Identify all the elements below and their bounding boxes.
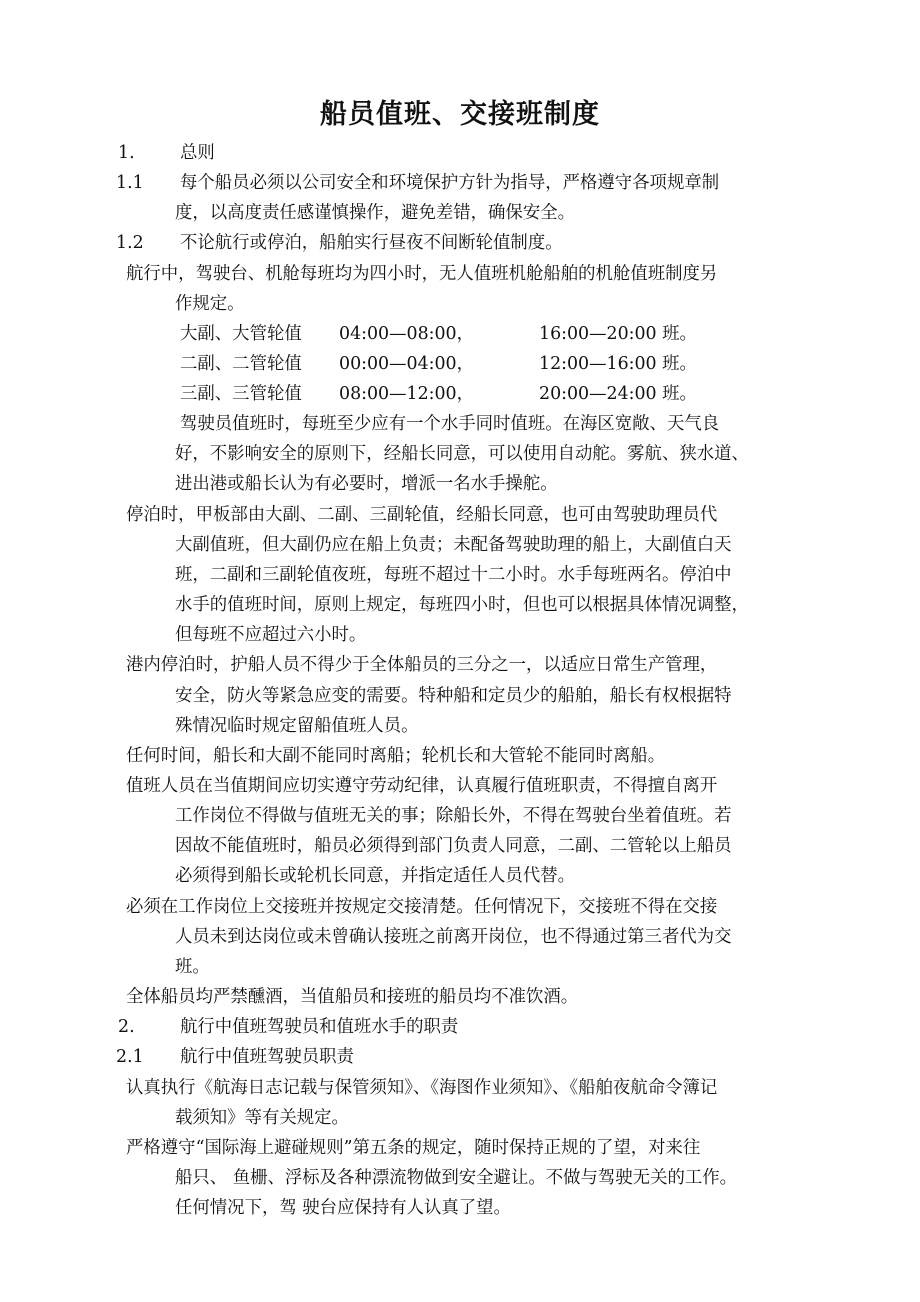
paragraph-line: 人员未到达岗位或未曾确认接班之前离开岗位，也不得通过第三者代为交 [175, 927, 732, 947]
section-heading: 总则 [180, 143, 215, 163]
paragraph-line: 港内停泊时，护船人员不得少于全体船员的三分之一，以适应日常生产管理， [126, 655, 718, 675]
paragraph-line: 停泊时，甲板部由大副、二副、三副轮值，经船长同意，也可由驾驶助理员代 [126, 505, 718, 525]
section-number: 1. [118, 143, 135, 163]
paragraph-line: 因故不能值班时，船员必须得到部门负责人同意，二副、二管轮以上船员 [175, 836, 732, 856]
schedule-rank: 三副、三管轮值 [180, 384, 302, 404]
schedule-shift: 16:00—20:00 班。 [539, 324, 697, 344]
paragraph-line: 大副值班，但大副仍应在船上负责；未配备驾驶助理的船上，大副值白天 [175, 535, 732, 555]
paragraph-line: 每个船员必须以公司安全和环境保护方针为指导，严格遵守各项规章制 [180, 173, 720, 193]
paragraph-line: 全体船员均严禁醺酒，当值船员和接班的船员均不准饮酒。 [126, 987, 579, 1007]
clause-number: 1.2 [116, 233, 144, 253]
paragraph-line: 好，不影响安全的原则下，经船长同意，可以使用自动舵。雾航、狭水道、 [175, 444, 749, 464]
paragraph-line: 航行中，驾驶台、机舱每班均为四小时，无人值班机舱船舶的机舱值班制度另 [126, 264, 718, 284]
section-number: 2. [118, 1017, 135, 1037]
schedule-shift: 20:00—24:00 班。 [539, 384, 697, 404]
paragraph-line: 班。 [175, 957, 210, 977]
paragraph-line: 水手的值班时间，原则上规定，每班四小时，但也可以根据具体情况调整， [175, 595, 749, 615]
paragraph-line: 进出港或船长认为有必要时，增派一名水手操舵。 [175, 474, 558, 494]
paragraph-line: 驾驶员值班时，每班至少应有一个水手同时值班。在海区宽敞、天气良 [180, 414, 720, 434]
clause-heading: 航行中值班驾驶员职责 [180, 1047, 354, 1067]
paragraph-line: 工作岗位不得做与值班无关的事；除船长外，不得在驾驶台坐着值班。若 [175, 806, 732, 826]
clause-number: 2.1 [116, 1047, 144, 1067]
clause-number: 1.1 [116, 173, 144, 193]
paragraph-line: 严格遵守“国际海上避碰规则”第五条的规定，随时保持正规的了望，对来往 [126, 1138, 701, 1158]
section-heading: 航行中值班驾驶员和值班水手的职责 [180, 1017, 459, 1037]
paragraph-line: 任何情况下，驾 驶台应保持有人认真了望。 [175, 1198, 511, 1218]
paragraph-line: 但每班不应超过六小时。 [175, 625, 367, 645]
paragraph-line: 殊情况临时规定留船值班人员。 [175, 716, 419, 736]
document-title: 船员值班、交接班制度 [320, 99, 600, 130]
schedule-rank: 二副、二管轮值 [180, 354, 302, 374]
paragraph-line: 班，二副和三副轮值夜班，每班不超过十二小时。水手每班两名。停泊中 [175, 565, 732, 585]
schedule-shift: 00:00—04:00， [339, 354, 475, 374]
paragraph-line: 作规定。 [175, 294, 245, 314]
schedule-shift: 12:00—16:00 班。 [539, 354, 697, 374]
schedule-shift: 04:00—08:00， [339, 324, 475, 344]
paragraph-line: 不论航行或停泊，船舶实行昼夜不间断轮值制度。 [180, 233, 563, 253]
schedule-shift: 08:00—12:00， [339, 384, 475, 404]
paragraph-line: 载须知》等有关规定。 [175, 1108, 349, 1128]
paragraph-line: 安全，防火等紧急应变的需要。特种船和定员少的船舶，船长有权根据特 [175, 686, 732, 706]
paragraph-line: 必须在工作岗位上交接班并按规定交接清楚。任何情况下，交接班不得在交接 [126, 897, 718, 917]
paragraph-line: 必须得到船长或轮机长同意，并指定适任人员代替。 [175, 866, 575, 886]
paragraph-line: 任何时间，船长和大副不能同时离船；轮机长和大管轮不能同时离船。 [126, 746, 666, 766]
paragraph-line: 认真执行《航海日志记载与保管须知》、《海图作业须知》、《船舶夜航命令簿记 [126, 1078, 718, 1098]
schedule-rank: 大副、大管轮值 [180, 324, 302, 344]
paragraph-line: 度，以高度责任感谨慎操作，避免差错，确保安全。 [175, 203, 575, 223]
paragraph-line: 值班人员在当值期间应切实遵守劳动纪律，认真履行值班职责，不得擅自离开 [126, 776, 718, 796]
paragraph-line: 船只、 鱼栅、浮标及各种漂流物做到安全避让。不做与驾驶无关的工作。 [175, 1168, 738, 1188]
